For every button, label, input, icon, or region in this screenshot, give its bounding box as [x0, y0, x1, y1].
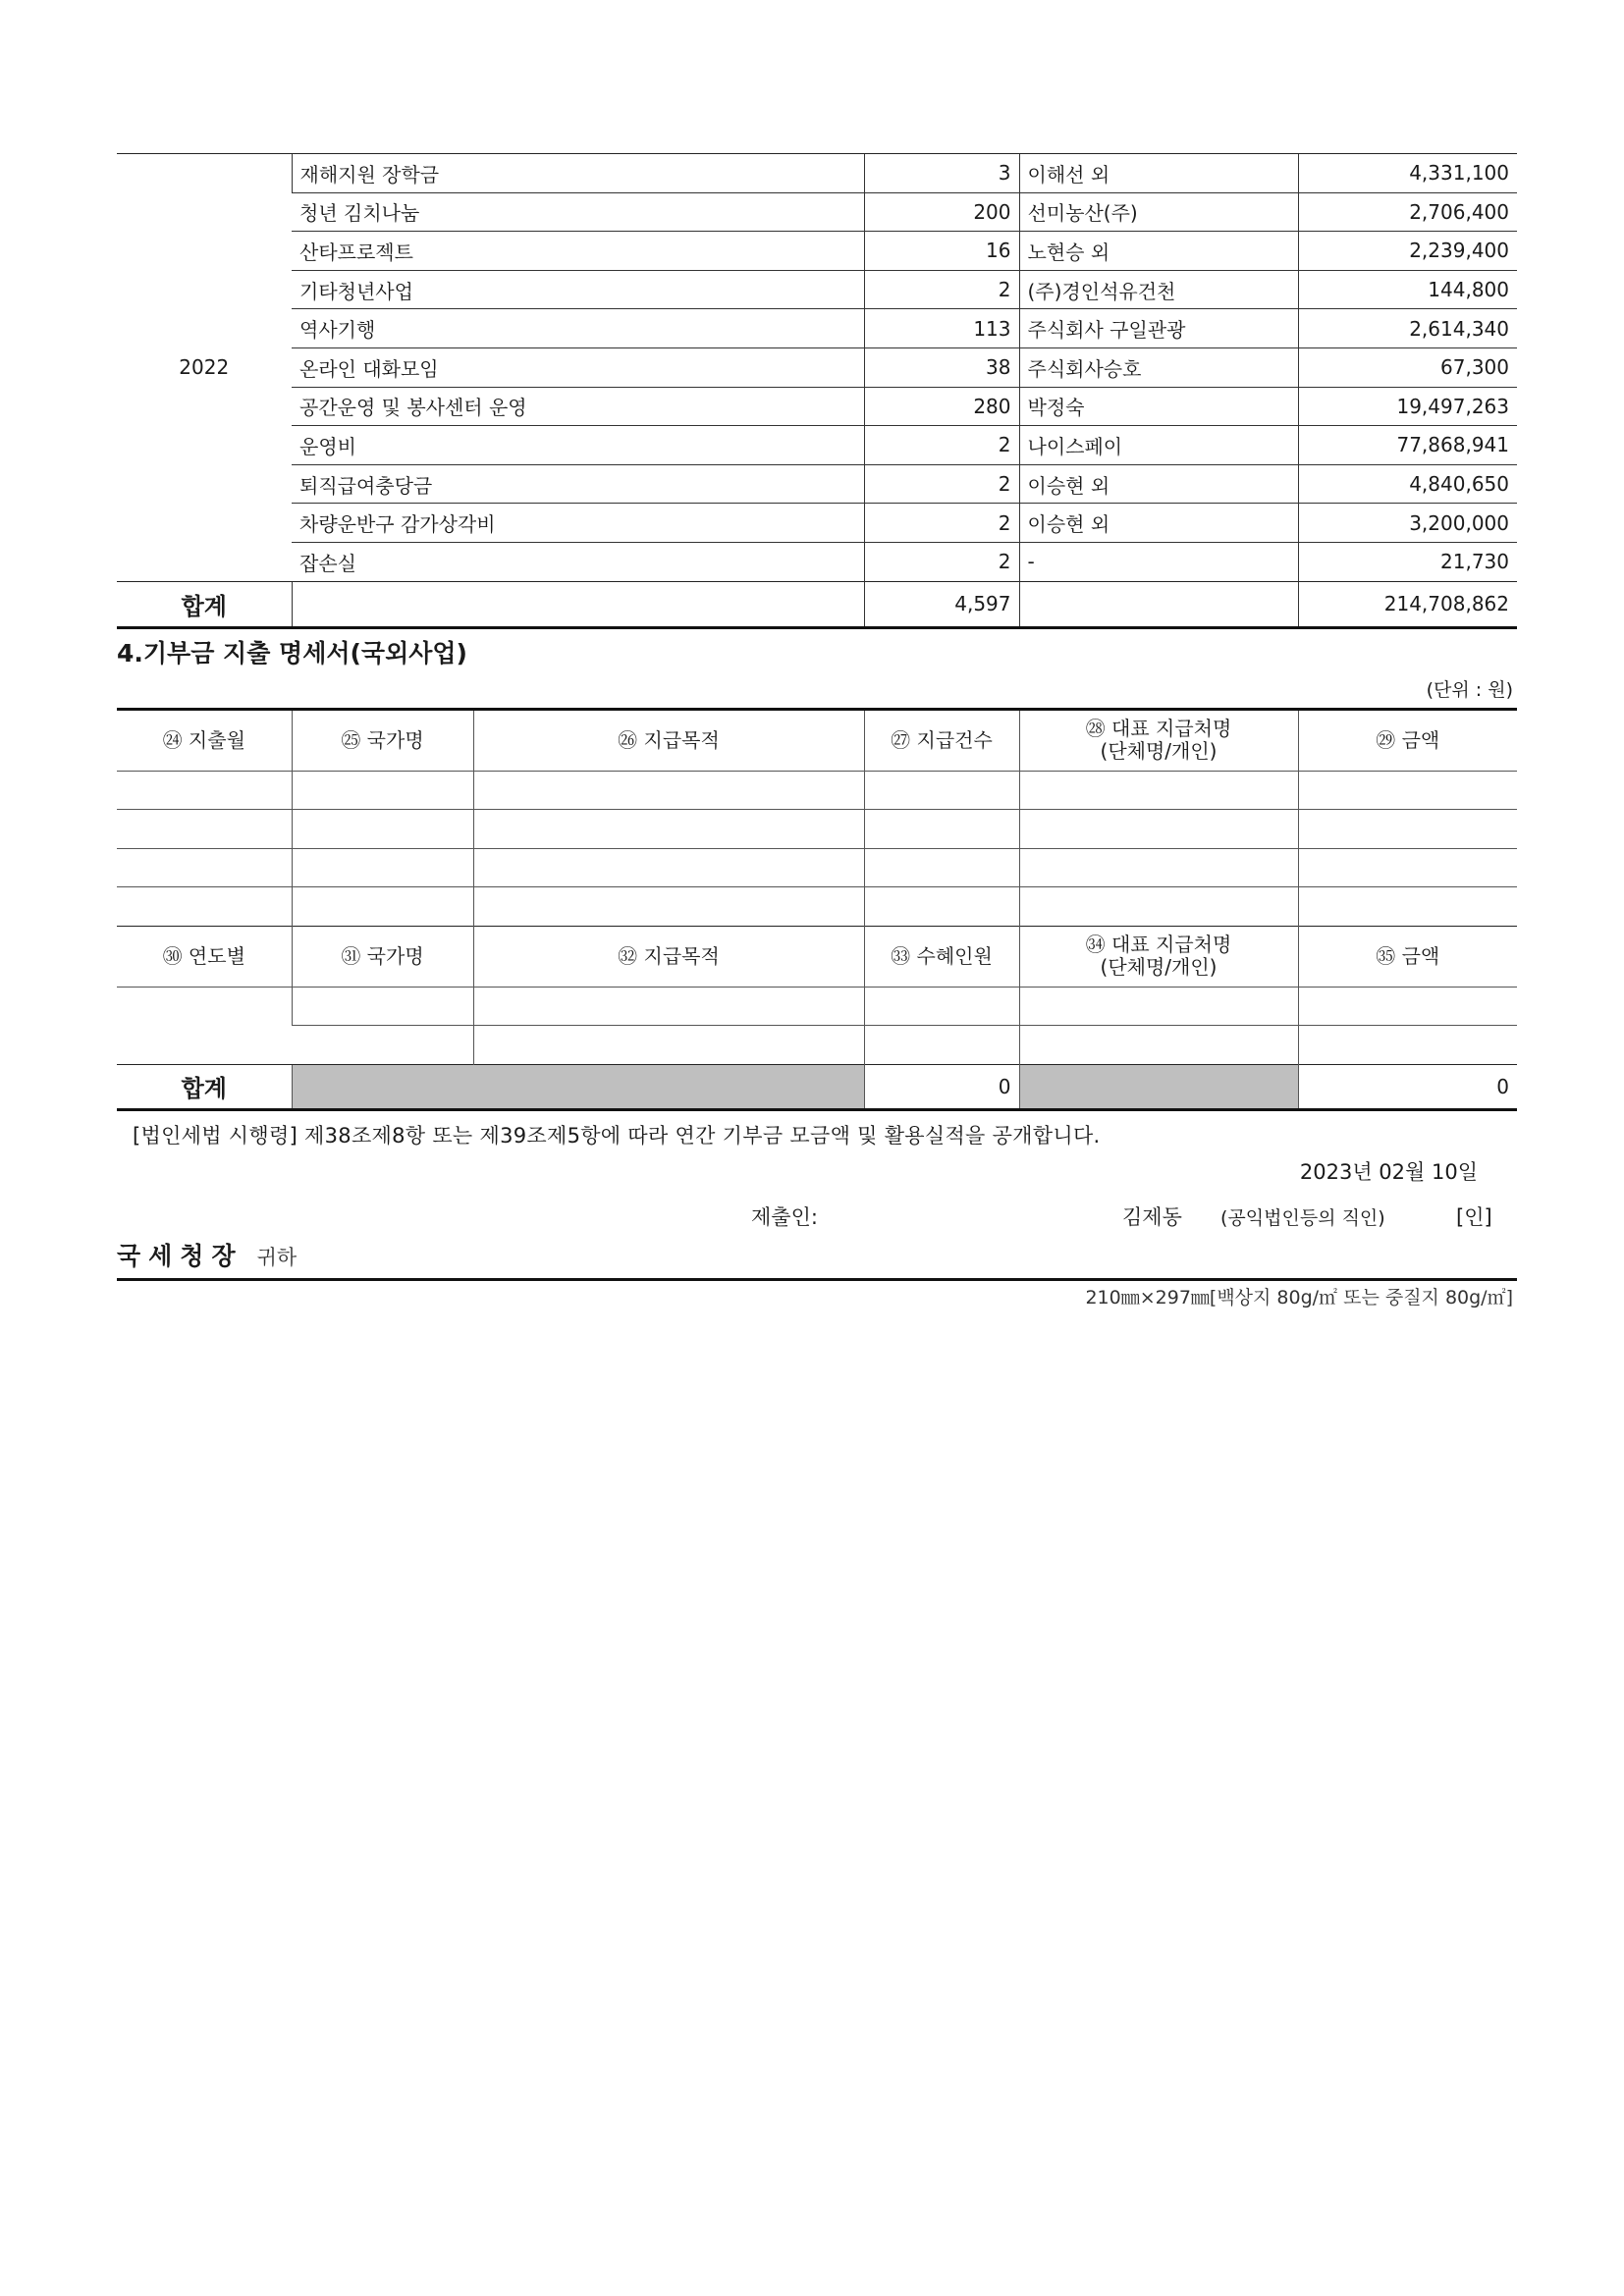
table-row	[117, 270, 1517, 309]
legal-notice: [법인세법 시행령] 제38조제8항 또는 제39조제5항에 따라 연간 기부금 모금액 및 활용실적을 공개합니다.	[133, 1123, 1101, 1148]
header-main: ㉞ 대표 지급처명	[1085, 933, 1232, 957]
header-cell: ㉙ 금액	[1298, 709, 1517, 771]
purpose-cell: 기타청년사업	[292, 270, 864, 309]
table-row	[117, 192, 1517, 232]
header-cell	[1019, 709, 1298, 771]
recipient-cell: 이승현 외	[1019, 464, 1298, 504]
purpose-cell: 재해지원 장학금	[292, 154, 864, 193]
count-cell: 2	[864, 464, 1019, 504]
purpose-cell: 잡손실	[292, 542, 864, 581]
amount-cell: 3,200,000	[1298, 504, 1517, 543]
submitter-line	[117, 1192, 1517, 1235]
count-cell: 2	[864, 542, 1019, 581]
count-cell: 16	[864, 232, 1019, 271]
table-row	[117, 887, 1517, 927]
table-row	[117, 771, 1517, 810]
header-row-monthly	[117, 709, 1517, 771]
shaded-cell	[1019, 1064, 1298, 1109]
domestic-expenditure-table	[117, 153, 1517, 629]
submitter-name: 김제동	[1122, 1204, 1182, 1229]
unit-label: (단위 : 원)	[1426, 678, 1513, 701]
addressee: 국세청장	[117, 1241, 244, 1270]
table-row	[117, 347, 1517, 387]
table-row	[117, 987, 1517, 1026]
document-page	[117, 153, 1517, 1314]
header-cell: ㉔ 지출월	[117, 709, 292, 771]
header-cell: ㉜ 지급목적	[473, 926, 864, 987]
count-cell: 200	[864, 192, 1019, 232]
total-label: 합계	[117, 581, 292, 627]
header-sub: (단체명/개인)	[1100, 739, 1218, 764]
total-count: 4,597	[864, 581, 1019, 627]
table-row	[117, 426, 1517, 465]
paper-spec: 210㎜×297㎜[백상지 80g/㎡ 또는 중질지 80g/㎡]	[1085, 1286, 1513, 1308]
count-cell: 280	[864, 387, 1019, 426]
header-cell: ㉛ 국가명	[292, 926, 473, 987]
total-amount: 214,708,862	[1298, 581, 1517, 627]
header-cell: ㉝ 수혜인원	[864, 926, 1019, 987]
count-cell: 2	[864, 426, 1019, 465]
amount-cell: 19,497,263	[1298, 387, 1517, 426]
header-cell: ㉚ 연도별	[117, 926, 292, 987]
purpose-cell: 역사기행	[292, 309, 864, 348]
recipient-cell: -	[1019, 542, 1298, 581]
header-row-yearly	[117, 926, 1517, 987]
amount-cell: 2,614,340	[1298, 309, 1517, 348]
purpose-cell: 청년 김치나눔	[292, 192, 864, 232]
recipient-cell: 이승현 외	[1019, 504, 1298, 543]
recipient-cell: 이해선 외	[1019, 154, 1298, 193]
recipient-cell: 박정숙	[1019, 387, 1298, 426]
total-label: 합계	[117, 1064, 292, 1109]
recipient-cell: 선미농산(주)	[1019, 192, 1298, 232]
recipient-cell: 나이스페이	[1019, 426, 1298, 465]
count-cell: 113	[864, 309, 1019, 348]
recipient-cell: 노현승 외	[1019, 232, 1298, 271]
empty-cell	[1019, 581, 1298, 627]
header-main: ㉘ 대표 지급처명	[1085, 717, 1232, 741]
submitter-label: 제출인:	[751, 1204, 818, 1229]
empty-cell	[292, 581, 864, 627]
table-row	[117, 810, 1517, 849]
honorific: 귀하	[256, 1245, 298, 1269]
header-cell	[1019, 926, 1298, 987]
header-cell: ㉗ 지급건수	[864, 709, 1019, 771]
purpose-cell: 퇴직급여충당금	[292, 464, 864, 504]
amount-cell: 4,331,100	[1298, 154, 1517, 193]
purpose-cell: 공간운영 및 봉사센터 운영	[292, 387, 864, 426]
table-row	[117, 464, 1517, 504]
amount-cell: 21,730	[1298, 542, 1517, 581]
table-row	[117, 232, 1517, 271]
count-cell: 3	[864, 154, 1019, 193]
header-sub: (단체명/개인)	[1100, 955, 1218, 980]
purpose-cell: 산타프로젝트	[292, 232, 864, 271]
total-row	[117, 581, 1517, 627]
recipient-cell: (주)경인석유건천	[1019, 270, 1298, 309]
amount-cell: 2,239,400	[1298, 232, 1517, 271]
count-cell: 38	[864, 347, 1019, 387]
purpose-cell: 운영비	[292, 426, 864, 465]
submission-date: 2023년 02월 10일	[1299, 1159, 1478, 1184]
total-amount: 0	[1298, 1064, 1517, 1109]
table-row	[117, 848, 1517, 887]
amount-cell: 144,800	[1298, 270, 1517, 309]
year-cell: 2022	[117, 154, 292, 582]
seal-mark: [인]	[1456, 1204, 1492, 1229]
table-row	[117, 1026, 1517, 1065]
amount-cell: 4,840,650	[1298, 464, 1517, 504]
recipient-cell: 주식회사 구일관광	[1019, 309, 1298, 348]
header-cell: ㉕ 국가명	[292, 709, 473, 771]
recipient-cell: 주식회사승호	[1019, 347, 1298, 387]
table-row	[117, 154, 1517, 193]
overseas-expenditure-table	[117, 708, 1517, 1111]
amount-cell: 67,300	[1298, 347, 1517, 387]
purpose-cell: 온라인 대화모임	[292, 347, 864, 387]
table-row	[117, 504, 1517, 543]
table-row	[117, 387, 1517, 426]
shaded-cell	[292, 1064, 864, 1109]
amount-cell: 77,868,941	[1298, 426, 1517, 465]
table-row	[117, 309, 1517, 348]
total-count: 0	[864, 1064, 1019, 1109]
addressee-line	[117, 1235, 1517, 1281]
count-cell: 2	[864, 504, 1019, 543]
header-cell: ㉖ 지급목적	[473, 709, 864, 771]
count-cell: 2	[864, 270, 1019, 309]
header-cell: ㉟ 금액	[1298, 926, 1517, 987]
table-row	[117, 542, 1517, 581]
purpose-cell: 차량운반구 감가상각비	[292, 504, 864, 543]
total-row	[117, 1064, 1517, 1109]
amount-cell: 2,706,400	[1298, 192, 1517, 232]
section-title: 4.기부금 지출 명세서(국외사업)	[117, 638, 467, 667]
submitter-role: (공익법인등의 직인)	[1220, 1206, 1385, 1229]
